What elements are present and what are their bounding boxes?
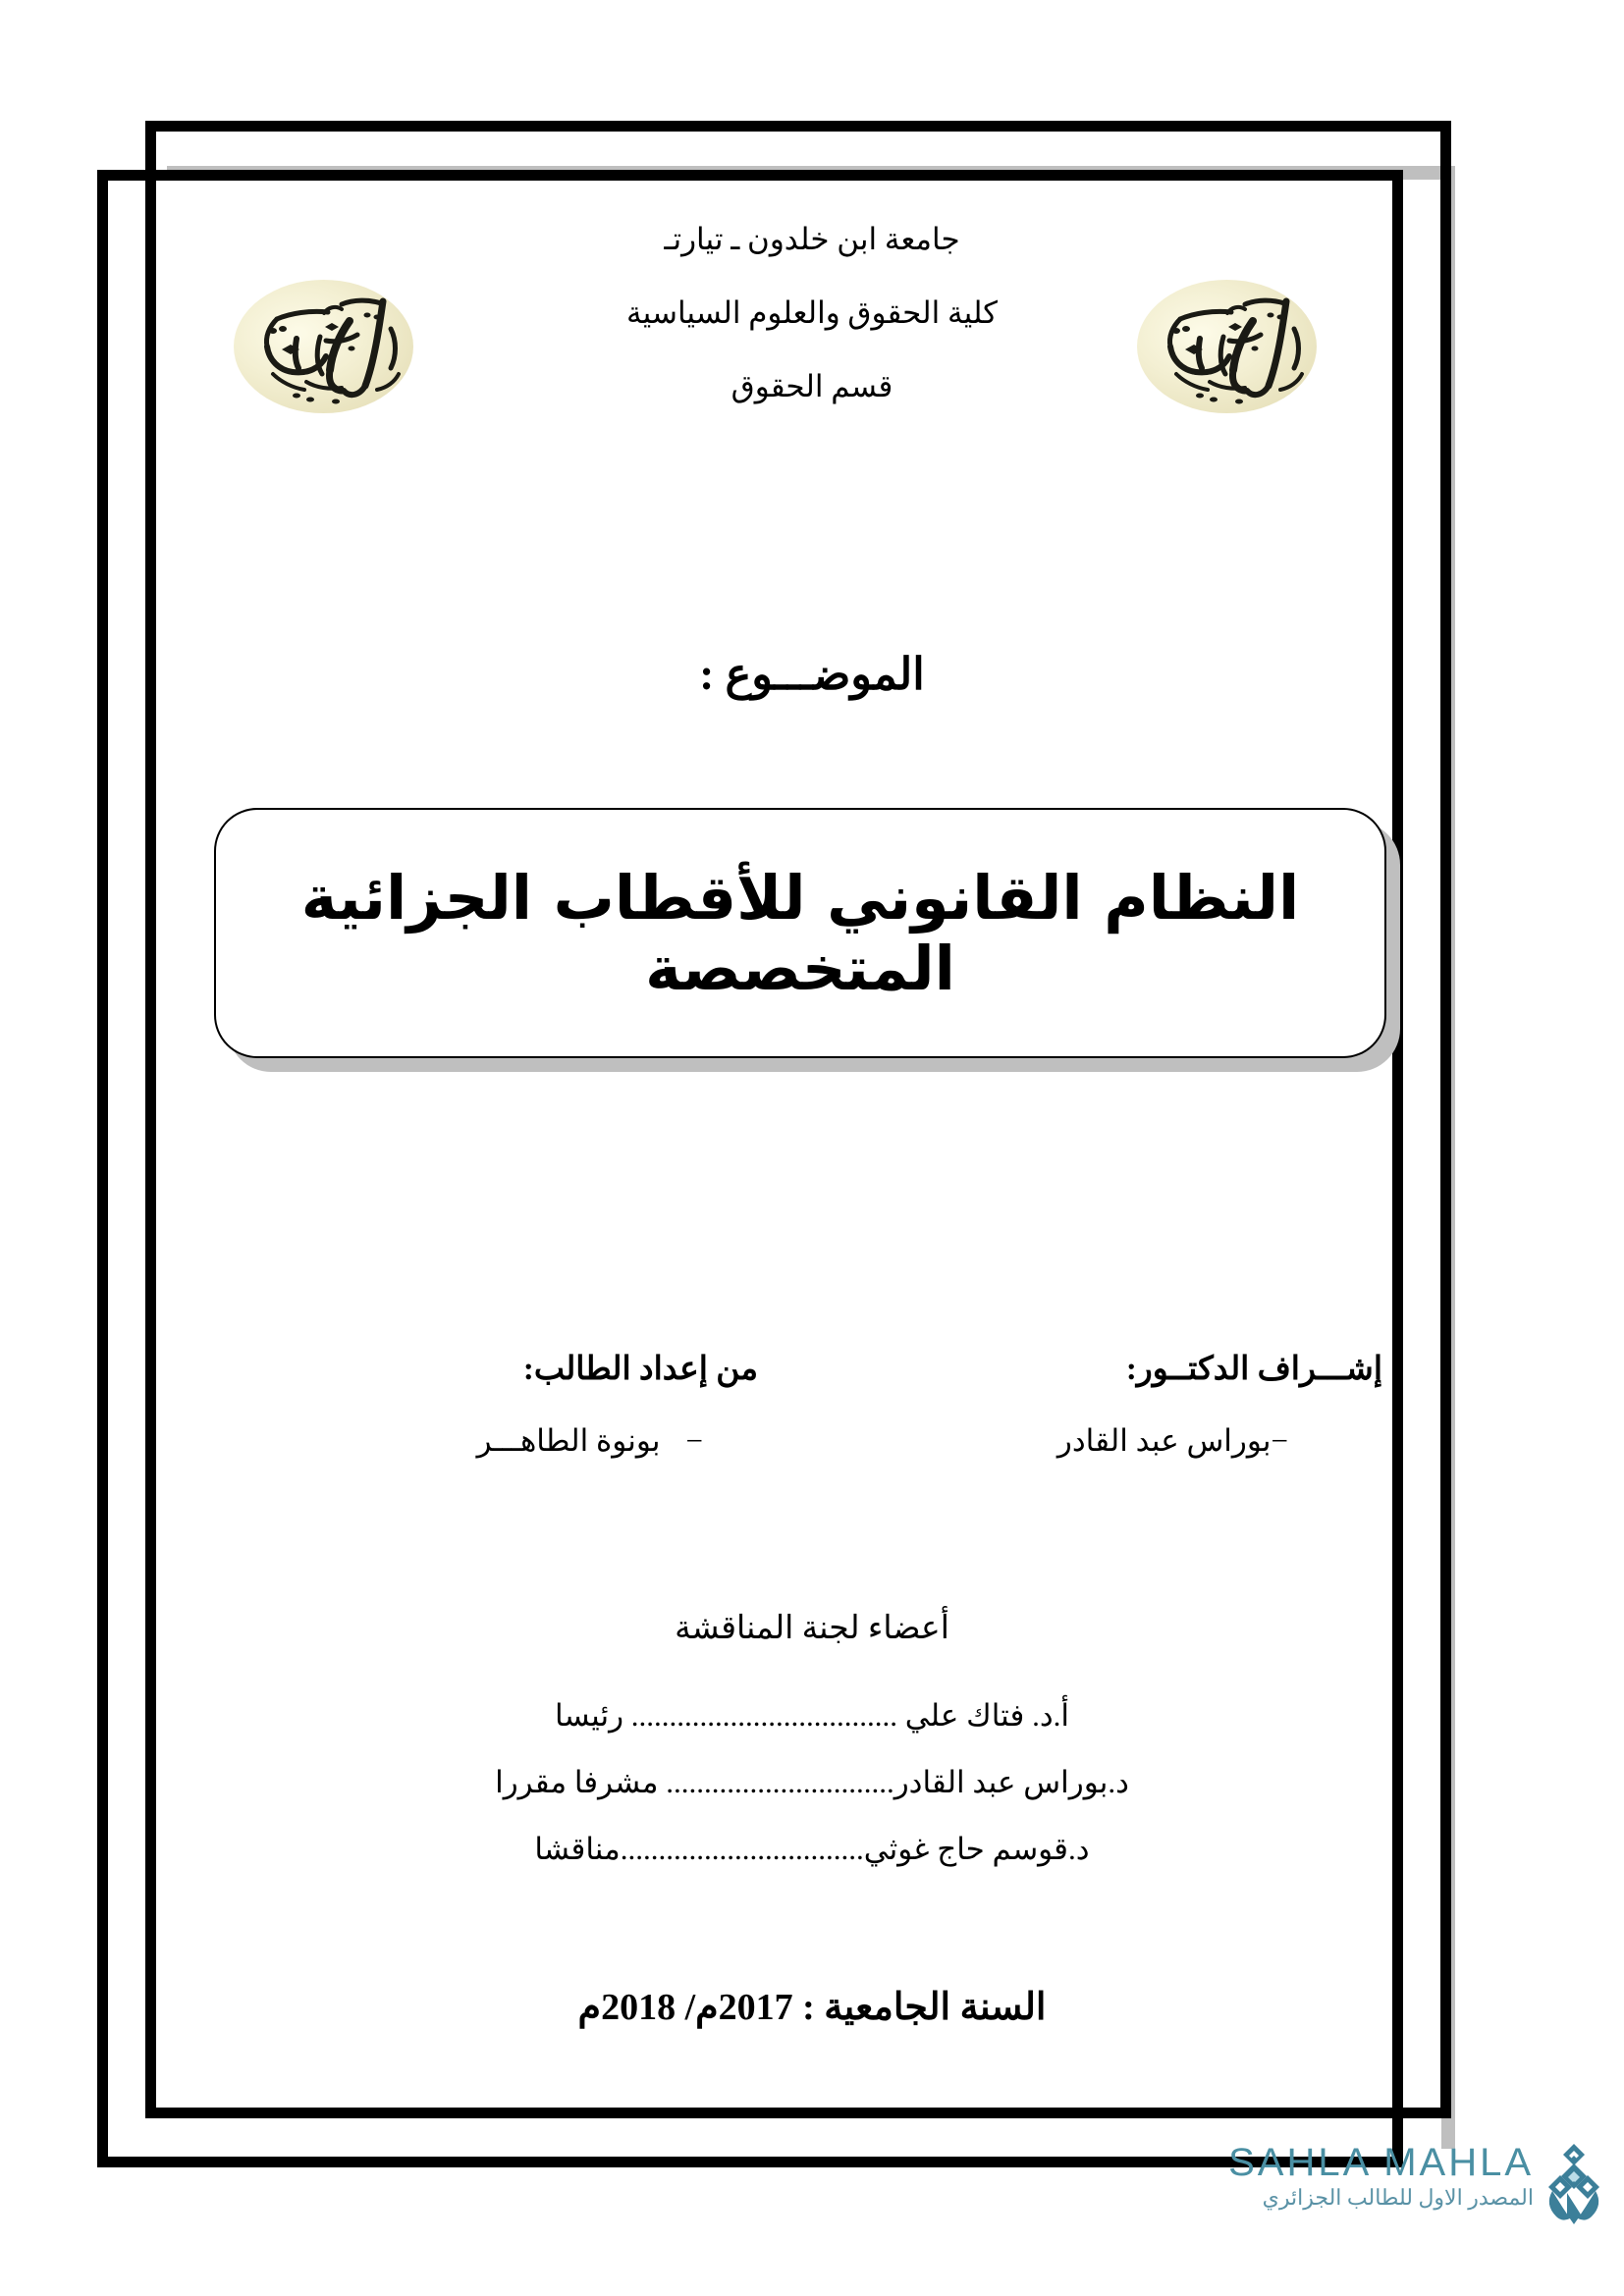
student-column	[165, 1349, 778, 1459]
jury-member-row: د.قوسم حاج غوثي................................مناقشا	[534, 1832, 1090, 1866]
watermark-brand: SAHLA MAHLA	[1228, 2141, 1534, 2184]
watermark-tagline: المصدر الاول للطالب الجزائري	[1262, 2185, 1534, 2210]
title-box-frame	[214, 808, 1386, 1058]
logo-calligraphy-icon	[1137, 280, 1317, 413]
watermark-texts	[1228, 2142, 1534, 2211]
academic-year: السنة الجامعية : 2017م/ 2018م	[577, 1987, 1047, 2028]
supervisor-name-row	[829, 1423, 1382, 1459]
supervisor-heading: إشـــراف الدكتــور:	[1125, 1352, 1382, 1387]
sahla-mahla-logo-icon	[1538, 2142, 1610, 2224]
university-logo-left	[234, 280, 413, 413]
thesis-title-box	[214, 808, 1386, 1058]
student-heading: من إعداد الطالب:	[522, 1352, 758, 1387]
supervisor-name: بوراس عبد القادر	[1056, 1423, 1272, 1458]
subject-label: الموضـــوع :	[699, 650, 925, 699]
thesis-title: النظام القانوني للأقطاب الجزائية المتخصصة	[300, 862, 1300, 1004]
university-logo-right	[1137, 280, 1317, 413]
student-name-row	[165, 1423, 758, 1459]
supervisor-column	[829, 1349, 1441, 1459]
jury-list	[0, 1698, 1624, 1867]
student-name: بونوة الطاهـــر	[476, 1423, 661, 1458]
department-name: قسم الحقوق	[731, 369, 893, 403]
jury-title: أعضاء لجنة المناقشة	[675, 1611, 949, 1646]
sahla-mahla-watermark	[1110, 2142, 1610, 2260]
faculty-name: كلية الحقوق والعلوم السياسية	[626, 295, 998, 330]
jury-member-row: أ.د. فتاك علي ................................... رئيسا	[555, 1698, 1069, 1733]
jury-block	[0, 1608, 1624, 1898]
authorship-block	[165, 1349, 1441, 1459]
jury-member-row: د.بوراس عبد القادر.............................. مشرفا مقررا	[495, 1765, 1129, 1799]
university-name: جامعة ابن خلدون ـ تيارتـ	[664, 222, 960, 256]
student-dash: −	[685, 1423, 703, 1458]
logo-calligraphy-icon	[234, 280, 413, 413]
supervisor-dash: −	[1271, 1423, 1288, 1458]
